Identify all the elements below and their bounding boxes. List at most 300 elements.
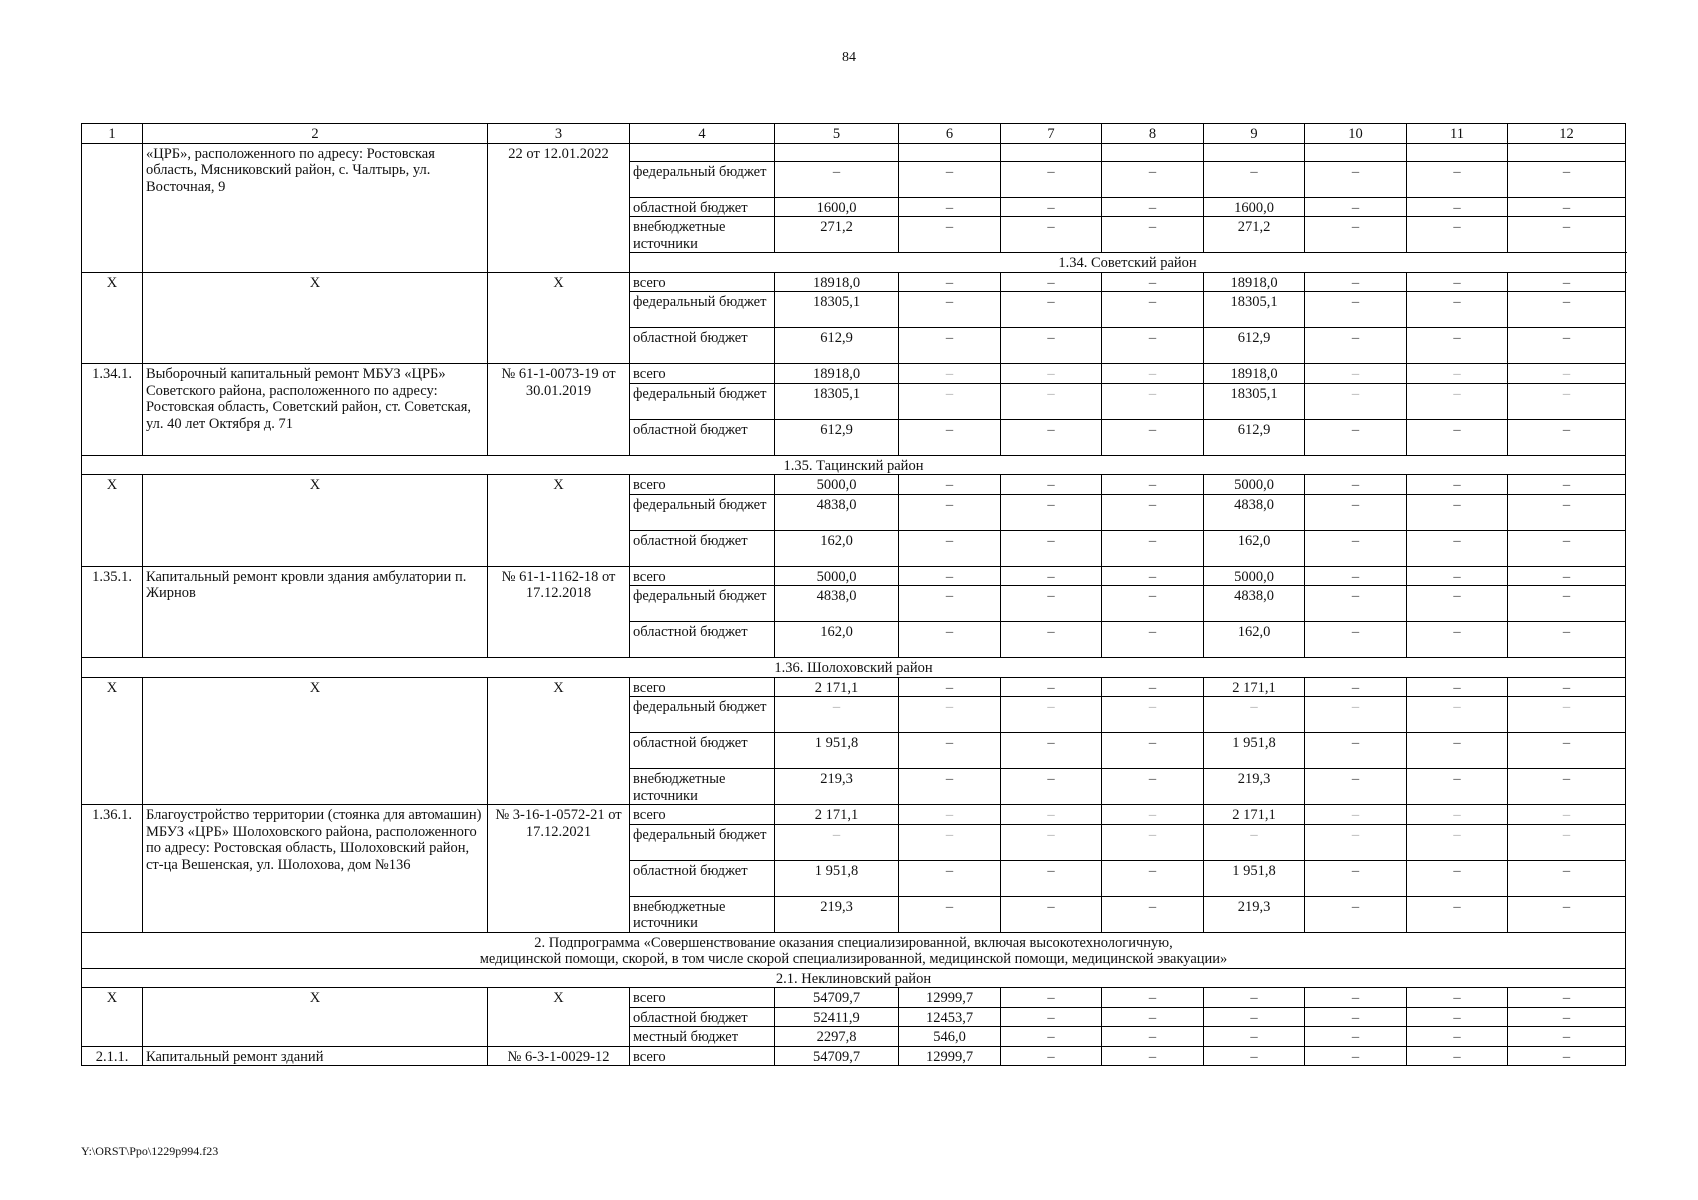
item-document: № 6-3-1-0029-12 <box>488 1046 630 1066</box>
value-col-7: – <box>1001 586 1102 622</box>
value-col-6: – <box>899 896 1001 932</box>
value-col-11: – <box>1407 328 1508 364</box>
section-header-row <box>82 968 1626 988</box>
value-col-6: – <box>899 697 1001 733</box>
value-col-12: – <box>1508 475 1626 495</box>
value-col-6: – <box>899 494 1001 530</box>
value-col-10: – <box>1305 1007 1407 1027</box>
value-col-6: 12999,7 <box>899 1046 1001 1066</box>
value-col-10: – <box>1305 1027 1407 1047</box>
value-col-11: – <box>1407 860 1508 896</box>
value-col-12: – <box>1508 1007 1626 1027</box>
source-label: областной бюджет <box>630 197 775 217</box>
value-col-7: – <box>1001 622 1102 658</box>
value-col-8: – <box>1102 475 1204 495</box>
x-mark: Х <box>143 988 488 1047</box>
header-row <box>82 124 1626 144</box>
item-number: 1.34.1. <box>82 364 143 456</box>
value-col-5: – <box>775 161 899 197</box>
value-col-5: 5000,0 <box>775 566 899 586</box>
table-row <box>82 475 1626 495</box>
value-col-10: – <box>1305 824 1407 860</box>
value-col-7: – <box>1001 824 1102 860</box>
value-col-6: 12999,7 <box>899 988 1001 1008</box>
source-label: всего <box>630 566 775 586</box>
item-number: 2.1.1. <box>82 1046 143 1066</box>
value-col-9: 1 951,8 <box>1204 860 1305 896</box>
value-col-6: – <box>899 622 1001 658</box>
value-col-10: – <box>1305 769 1407 805</box>
value-col-9: 612,9 <box>1204 419 1305 455</box>
value-col-5: 18305,1 <box>775 292 899 328</box>
column-header-12: 12 <box>1508 124 1626 144</box>
value-col-10: – <box>1305 197 1407 217</box>
item-number: 1.36.1. <box>82 805 143 933</box>
value-col-8: – <box>1102 860 1204 896</box>
value-col-10: – <box>1305 860 1407 896</box>
table-row <box>82 1046 1626 1066</box>
item-document: № 61-1-1162-18 от 17.12.2018 <box>488 566 630 658</box>
column-header-11: 11 <box>1407 124 1508 144</box>
value-col-6: – <box>899 586 1001 622</box>
value-col-7: – <box>1001 566 1102 586</box>
program-title <box>82 932 1626 968</box>
value-col-8: – <box>1102 622 1204 658</box>
value-col-10: – <box>1305 161 1407 197</box>
value-col-7: – <box>1001 272 1102 292</box>
value-col-6: – <box>899 419 1001 455</box>
value-col-11: – <box>1407 419 1508 455</box>
value-col-9: 271,2 <box>1204 217 1305 253</box>
value-col-5: 162,0 <box>775 530 899 566</box>
value-col-8: – <box>1102 1027 1204 1047</box>
value-col-10: – <box>1305 494 1407 530</box>
value-col-6: – <box>899 824 1001 860</box>
program-header-row <box>82 932 1626 968</box>
column-header-4: 4 <box>630 124 775 144</box>
value-col-12: – <box>1508 733 1626 769</box>
x-mark: Х <box>82 475 143 567</box>
value-col-9: – <box>1204 1027 1305 1047</box>
value-col-6: – <box>899 805 1001 825</box>
value-col-11: – <box>1407 364 1508 384</box>
value-col-8: – <box>1102 328 1204 364</box>
value-col-5: 162,0 <box>775 622 899 658</box>
value-col-7: – <box>1001 383 1102 419</box>
source-label: областной бюджет <box>630 530 775 566</box>
source-label: областной бюджет <box>630 622 775 658</box>
value-col-12: – <box>1508 824 1626 860</box>
value-col-7: – <box>1001 217 1102 253</box>
value-col-11: – <box>1407 988 1508 1008</box>
value-col-12: – <box>1508 217 1626 253</box>
value-col-6: – <box>899 530 1001 566</box>
value-col-11: – <box>1407 1007 1508 1027</box>
value-col-9: 5000,0 <box>1204 475 1305 495</box>
value-col-10: – <box>1305 364 1407 384</box>
source-label: областной бюджет <box>630 419 775 455</box>
value-col-8: – <box>1102 769 1204 805</box>
x-mark: Х <box>82 677 143 805</box>
table-row <box>82 988 1626 1008</box>
section-title: 1.34. Советский район <box>630 253 1626 273</box>
source-label: всего <box>630 805 775 825</box>
value-col-12: – <box>1508 364 1626 384</box>
value-col-12: – <box>1508 769 1626 805</box>
value-col-8: – <box>1102 733 1204 769</box>
value-col-7: – <box>1001 1027 1102 1047</box>
value-col-11: – <box>1407 197 1508 217</box>
value-col-12: – <box>1508 805 1626 825</box>
table-row <box>82 805 1626 825</box>
value-col-5: 219,3 <box>775 769 899 805</box>
program-title-line-1: 2. Подпрограмма «Совершенствование оказания специализированной, включая высокотехнологичную, <box>534 934 1173 951</box>
value-col-6: 12453,7 <box>899 1007 1001 1027</box>
column-header-8: 8 <box>1102 124 1204 144</box>
value-col-6: – <box>899 161 1001 197</box>
value-col-7: – <box>1001 197 1102 217</box>
value-col-9: 162,0 <box>1204 622 1305 658</box>
value-col-9: – <box>1204 1007 1305 1027</box>
source-label: областной бюджет <box>630 1007 775 1027</box>
value-col-9: 18305,1 <box>1204 383 1305 419</box>
value-col-10: – <box>1305 896 1407 932</box>
value-col-12: – <box>1508 586 1626 622</box>
section-title: 2.1. Неклиновский район <box>82 968 1626 988</box>
value-col-7: – <box>1001 860 1102 896</box>
x-mark: Х <box>143 475 488 567</box>
x-mark: Х <box>488 272 630 364</box>
item-description: Капитальный ремонт зданий <box>143 1046 488 1066</box>
value-col-9 <box>1204 143 1305 161</box>
x-mark: Х <box>488 677 630 805</box>
value-col-8: – <box>1102 197 1204 217</box>
source-label: всего <box>630 272 775 292</box>
value-col-9: 219,3 <box>1204 769 1305 805</box>
value-col-6: – <box>899 769 1001 805</box>
source-label: областной бюджет <box>630 733 775 769</box>
value-col-12: – <box>1508 328 1626 364</box>
value-col-10: – <box>1305 677 1407 697</box>
value-col-7: – <box>1001 292 1102 328</box>
value-col-12: – <box>1508 896 1626 932</box>
value-col-9: – <box>1204 1046 1305 1066</box>
value-col-7: – <box>1001 769 1102 805</box>
value-col-5: 52411,9 <box>775 1007 899 1027</box>
value-col-12: – <box>1508 988 1626 1008</box>
item-document: 22 от 12.01.2022 <box>488 143 630 272</box>
source-label: областной бюджет <box>630 328 775 364</box>
source-label: федеральный бюджет <box>630 161 775 197</box>
value-col-5: 54709,7 <box>775 1046 899 1066</box>
value-col-5: 612,9 <box>775 328 899 364</box>
value-col-5: 2297,8 <box>775 1027 899 1047</box>
value-col-8: – <box>1102 419 1204 455</box>
value-col-7: – <box>1001 419 1102 455</box>
value-col-8: – <box>1102 272 1204 292</box>
value-col-11: – <box>1407 697 1508 733</box>
value-col-7: – <box>1001 896 1102 932</box>
item-description: Выборочный капитальный ремонт МБУЗ «ЦРБ» Советского района, расположенного по адресу: Ростовская область, Советский район, ст. Советская, ул. 40 лет Октября д. 71 <box>143 364 488 456</box>
value-col-5: 4838,0 <box>775 586 899 622</box>
column-header-1: 1 <box>82 124 143 144</box>
value-col-7: – <box>1001 733 1102 769</box>
table-row <box>82 272 1626 292</box>
value-col-7: – <box>1001 988 1102 1008</box>
value-col-8: – <box>1102 292 1204 328</box>
value-col-6: – <box>899 364 1001 384</box>
x-mark: Х <box>143 677 488 805</box>
value-col-8: – <box>1102 697 1204 733</box>
value-col-9: 5000,0 <box>1204 566 1305 586</box>
value-col-11: – <box>1407 896 1508 932</box>
source-label: федеральный бюджет <box>630 586 775 622</box>
x-mark: Х <box>488 988 630 1047</box>
value-col-5: – <box>775 697 899 733</box>
value-col-10: – <box>1305 383 1407 419</box>
value-col-5: 18918,0 <box>775 364 899 384</box>
value-col-11: – <box>1407 475 1508 495</box>
value-col-9: – <box>1204 824 1305 860</box>
item-description: Благоустройство территории (стоянка для автомашин) МБУЗ «ЦРБ» Шолоховского района, расположенного по адресу: Ростовская область, Шолоховский район, ст-ца Вешенская, ул. Шолохова, дом №136 <box>143 805 488 933</box>
value-col-8: – <box>1102 364 1204 384</box>
source-label: всего <box>630 677 775 697</box>
value-col-6: – <box>899 383 1001 419</box>
x-mark: Х <box>488 475 630 567</box>
value-col-5 <box>775 143 899 161</box>
value-col-9: 219,3 <box>1204 896 1305 932</box>
value-col-7: – <box>1001 161 1102 197</box>
value-col-12: – <box>1508 1046 1626 1066</box>
item-document: № 61-1-0073-19 от 30.01.2019 <box>488 364 630 456</box>
value-col-10: – <box>1305 475 1407 495</box>
source-label: местный бюджет <box>630 1027 775 1047</box>
value-col-8: – <box>1102 824 1204 860</box>
value-col-8: – <box>1102 161 1204 197</box>
value-col-11: – <box>1407 733 1508 769</box>
value-col-12: – <box>1508 697 1626 733</box>
value-col-7: – <box>1001 475 1102 495</box>
budget-table <box>81 123 1626 1066</box>
section-header-row <box>82 455 1626 475</box>
value-col-9: 2 171,1 <box>1204 677 1305 697</box>
value-col-10: – <box>1305 805 1407 825</box>
file-path: Y:\ORST\Ppo\1229p994.f23 <box>81 1144 219 1158</box>
source-label: всего <box>630 364 775 384</box>
source-label: областной бюджет <box>630 860 775 896</box>
value-col-9: 162,0 <box>1204 530 1305 566</box>
value-col-11: – <box>1407 677 1508 697</box>
value-col-8: – <box>1102 988 1204 1008</box>
value-col-12: – <box>1508 1027 1626 1047</box>
value-col-7: – <box>1001 494 1102 530</box>
value-col-12: – <box>1508 566 1626 586</box>
source-label: всего <box>630 988 775 1008</box>
source-label: внебюджетные источники <box>630 217 775 253</box>
value-col-8: – <box>1102 586 1204 622</box>
value-col-6: – <box>899 292 1001 328</box>
program-title-line-2: медицинской помощи, скорой, в том числе скорой специализированной, медицинской помощи, медицинской эвакуации» <box>479 951 1228 967</box>
table-row <box>82 677 1626 697</box>
value-col-10: – <box>1305 1046 1407 1066</box>
value-col-11: – <box>1407 217 1508 253</box>
value-col-7: – <box>1001 677 1102 697</box>
x-mark: Х <box>82 988 143 1047</box>
value-col-6: – <box>899 197 1001 217</box>
value-col-10 <box>1305 143 1407 161</box>
value-col-8: – <box>1102 677 1204 697</box>
value-col-9: 612,9 <box>1204 328 1305 364</box>
value-col-8: – <box>1102 494 1204 530</box>
value-col-10: – <box>1305 328 1407 364</box>
value-col-8: – <box>1102 896 1204 932</box>
value-col-11: – <box>1407 1046 1508 1066</box>
section-title: 1.35. Тацинский район <box>82 455 1626 475</box>
value-col-5: 1 951,8 <box>775 860 899 896</box>
value-col-11: – <box>1407 494 1508 530</box>
value-col-11: – <box>1407 272 1508 292</box>
value-col-7: – <box>1001 805 1102 825</box>
value-col-9: 18918,0 <box>1204 272 1305 292</box>
value-col-8: – <box>1102 530 1204 566</box>
source-label: всего <box>630 1046 775 1066</box>
value-col-11: – <box>1407 805 1508 825</box>
source-label: федеральный бюджет <box>630 494 775 530</box>
value-col-8: – <box>1102 1046 1204 1066</box>
value-col-7: – <box>1001 1007 1102 1027</box>
source-label: федеральный бюджет <box>630 383 775 419</box>
value-col-8 <box>1102 143 1204 161</box>
value-col-5: 612,9 <box>775 419 899 455</box>
value-col-6: – <box>899 566 1001 586</box>
value-col-10: – <box>1305 419 1407 455</box>
source-label: федеральный бюджет <box>630 292 775 328</box>
value-col-11 <box>1407 143 1508 161</box>
column-header-5: 5 <box>775 124 899 144</box>
value-col-5: 18305,1 <box>775 383 899 419</box>
value-col-5: 2 171,1 <box>775 805 899 825</box>
value-col-11: – <box>1407 586 1508 622</box>
value-col-12: – <box>1508 419 1626 455</box>
page-number: 84 <box>842 50 856 65</box>
value-col-6 <box>899 143 1001 161</box>
value-col-9: 1600,0 <box>1204 197 1305 217</box>
value-col-12: – <box>1508 494 1626 530</box>
value-col-10: – <box>1305 697 1407 733</box>
value-col-7 <box>1001 143 1102 161</box>
table-row <box>82 364 1626 384</box>
value-col-12: – <box>1508 292 1626 328</box>
value-col-12 <box>1508 143 1626 161</box>
value-col-11: – <box>1407 769 1508 805</box>
value-col-12: – <box>1508 161 1626 197</box>
column-header-6: 6 <box>899 124 1001 144</box>
value-col-12: – <box>1508 622 1626 658</box>
value-col-9: – <box>1204 161 1305 197</box>
value-col-7: – <box>1001 1046 1102 1066</box>
item-number: 1.35.1. <box>82 566 143 658</box>
value-col-9: 4838,0 <box>1204 586 1305 622</box>
value-col-5: 18918,0 <box>775 272 899 292</box>
value-col-8: – <box>1102 1007 1204 1027</box>
value-col-11: – <box>1407 161 1508 197</box>
table-row <box>82 143 1626 161</box>
value-col-6: – <box>899 328 1001 364</box>
value-col-5: 54709,7 <box>775 988 899 1008</box>
value-col-11: – <box>1407 1027 1508 1047</box>
source-label: внебюджетные источники <box>630 896 775 932</box>
value-col-6: – <box>899 272 1001 292</box>
value-col-9: 18305,1 <box>1204 292 1305 328</box>
value-col-9: 18918,0 <box>1204 364 1305 384</box>
value-col-6: – <box>899 860 1001 896</box>
value-col-10: – <box>1305 530 1407 566</box>
column-header-9: 9 <box>1204 124 1305 144</box>
value-col-6: 546,0 <box>899 1027 1001 1047</box>
item-document: № 3-16-1-0572-21 от 17.12.2021 <box>488 805 630 933</box>
value-col-11: – <box>1407 824 1508 860</box>
column-header-10: 10 <box>1305 124 1407 144</box>
value-col-10: – <box>1305 292 1407 328</box>
value-col-12: – <box>1508 383 1626 419</box>
value-col-10: – <box>1305 217 1407 253</box>
value-col-5: 1600,0 <box>775 197 899 217</box>
item-description: Капитальный ремонт кровли здания амбулатории п. Жирнов <box>143 566 488 658</box>
column-header-2: 2 <box>143 124 488 144</box>
source-label: федеральный бюджет <box>630 824 775 860</box>
table-row <box>82 566 1626 586</box>
table-body <box>82 124 1626 1066</box>
value-col-6: – <box>899 677 1001 697</box>
value-col-8: – <box>1102 383 1204 419</box>
column-header-3: 3 <box>488 124 630 144</box>
value-col-5: 271,2 <box>775 217 899 253</box>
value-col-11: – <box>1407 530 1508 566</box>
section-title: 1.36. Шолоховский район <box>82 658 1626 678</box>
source-label: внебюджетные источники <box>630 769 775 805</box>
value-col-12: – <box>1508 272 1626 292</box>
value-col-12: – <box>1508 677 1626 697</box>
value-col-9: – <box>1204 697 1305 733</box>
value-col-5: – <box>775 824 899 860</box>
value-col-8: – <box>1102 217 1204 253</box>
value-col-6: – <box>899 217 1001 253</box>
value-col-12: – <box>1508 530 1626 566</box>
value-col-8: – <box>1102 566 1204 586</box>
item-description: «ЦРБ», расположенного по адресу: Ростовская область, Мясниковский район, с. Чалтырь, ул. Восточная, 9 <box>143 143 488 272</box>
value-col-5: 2 171,1 <box>775 677 899 697</box>
value-col-10: – <box>1305 622 1407 658</box>
value-col-7: – <box>1001 328 1102 364</box>
value-col-11: – <box>1407 622 1508 658</box>
value-col-5: 219,3 <box>775 896 899 932</box>
section-header-row <box>82 658 1626 678</box>
value-col-9: – <box>1204 988 1305 1008</box>
item-number <box>82 143 143 272</box>
source-label: всего <box>630 475 775 495</box>
value-col-10: – <box>1305 586 1407 622</box>
value-col-5: 5000,0 <box>775 475 899 495</box>
x-mark: Х <box>82 272 143 364</box>
value-col-9: 1 951,8 <box>1204 733 1305 769</box>
value-col-11: – <box>1407 383 1508 419</box>
value-col-10: – <box>1305 272 1407 292</box>
source-label <box>630 143 775 161</box>
value-col-11: – <box>1407 292 1508 328</box>
value-col-7: – <box>1001 364 1102 384</box>
value-col-9: 4838,0 <box>1204 494 1305 530</box>
value-col-7: – <box>1001 697 1102 733</box>
